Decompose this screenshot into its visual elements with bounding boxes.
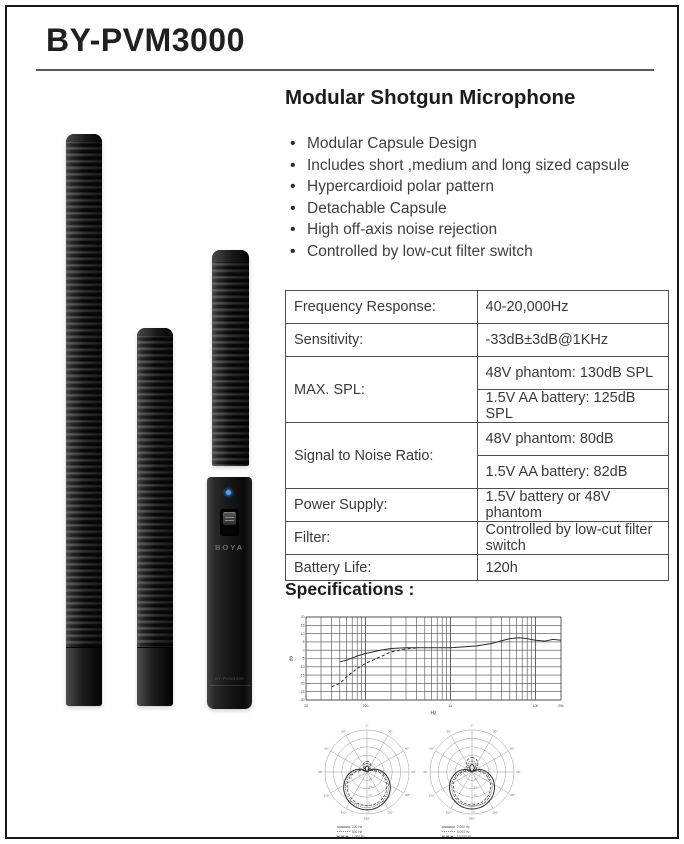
svg-text:2,000 Hz: 2,000 Hz [457, 825, 470, 830]
polar-pattern-chart-low [307, 722, 427, 841]
model-print-label: BY-PVM3000 [215, 676, 244, 681]
svg-text:200 Hz: 200 Hz [352, 825, 363, 830]
svg-text:1k: 1k [448, 704, 453, 708]
feature-item [288, 176, 670, 198]
svg-text:-10: -10 [299, 665, 305, 669]
brand-logo: BOYA [215, 543, 244, 552]
svg-text:-10: -10 [473, 794, 477, 798]
svg-text:Hz: Hz [430, 710, 437, 717]
svg-text:120°: 120° [323, 793, 330, 798]
feature-item [288, 241, 670, 263]
spec-table [285, 290, 669, 581]
svg-text:60°: 60° [405, 746, 410, 751]
svg-text:-20: -20 [299, 681, 305, 686]
svg-text:-5: -5 [301, 656, 305, 661]
spec-value: 1.5V battery or 48V phantom [477, 489, 669, 522]
svg-text:20k: 20k [558, 704, 564, 708]
svg-text:90°: 90° [411, 770, 416, 774]
table-row [286, 423, 669, 456]
svg-text:0: 0 [473, 811, 475, 814]
svg-text:150°: 150° [492, 810, 499, 815]
svg-text:-15: -15 [473, 785, 477, 789]
svg-text:150°: 150° [445, 810, 452, 815]
svg-text:10,000 Hz: 10,000 Hz [457, 834, 472, 839]
svg-text:30°: 30° [341, 729, 346, 734]
svg-text:0°: 0° [365, 723, 369, 728]
specifications-heading: Specifications : [285, 579, 415, 599]
tube-cap [137, 328, 173, 336]
svg-text:-25: -25 [299, 689, 305, 694]
product-heading: Modular Shotgun Microphone [285, 86, 576, 109]
table-row [286, 489, 669, 522]
microphone-handle-image [207, 477, 252, 709]
switch-knob [223, 512, 236, 525]
power-led-icon [226, 490, 231, 495]
svg-text:-10: -10 [368, 794, 372, 798]
svg-text:0: 0 [302, 648, 305, 653]
table-row [286, 291, 669, 324]
spec-value: 120h [477, 555, 669, 581]
feature-text: High off-axis noise rejection [307, 221, 498, 238]
spec-label: MAX. SPL: [286, 357, 478, 423]
spec-value: 1.5V AA battery: 82dB [477, 456, 669, 489]
svg-text:30°: 30° [493, 729, 498, 734]
svg-text:-20: -20 [368, 777, 372, 781]
svg-text:5,000 Hz: 5,000 Hz [457, 829, 470, 834]
svg-text:100: 100 [362, 704, 369, 708]
table-row [286, 357, 669, 390]
feature-item [288, 219, 670, 241]
svg-text:1,000 Hz: 1,000 Hz [352, 834, 365, 839]
capsule-cap [212, 250, 249, 262]
table-row [286, 555, 669, 581]
svg-text:10k: 10k [532, 704, 539, 708]
medium-microphone-tube-image [137, 328, 173, 706]
svg-text:10: 10 [300, 631, 305, 636]
spec-label: Filter: [286, 522, 478, 555]
feature-text: Includes short ,medium and long sized capsule [307, 156, 630, 174]
svg-text:500 Hz: 500 Hz [352, 829, 363, 834]
svg-text:20: 20 [300, 615, 305, 620]
spec-value: 48V phantom: 80dB [477, 423, 669, 456]
handle-ring [209, 685, 250, 686]
svg-text:90°: 90° [516, 770, 521, 774]
svg-text:30°: 30° [388, 729, 393, 734]
feature-text: Detachable Capsule [307, 199, 447, 217]
tube-cap [66, 134, 102, 142]
page-title: BY-PVM3000 [46, 22, 245, 58]
spec-label: Sensitivity: [286, 324, 478, 357]
spec-label: Signal to Noise Ratio: [286, 423, 478, 489]
frequency-response-chart [288, 612, 566, 718]
feature-item [288, 155, 670, 177]
svg-text:150°: 150° [340, 810, 347, 815]
polar-pattern-chart-high [412, 722, 532, 841]
feature-list [288, 133, 670, 262]
svg-text:60°: 60° [510, 746, 515, 751]
feature-item [288, 133, 670, 155]
svg-text:90°: 90° [318, 770, 323, 774]
svg-text:120°: 120° [428, 793, 435, 798]
spec-value: 48V phantom: 130dB SPL [477, 357, 669, 390]
tube-base [66, 647, 102, 706]
spec-value: 40-20,000Hz [477, 291, 669, 324]
svg-text:90°: 90° [423, 770, 428, 774]
svg-text:5: 5 [302, 640, 305, 645]
svg-text:180°: 180° [468, 816, 476, 821]
feature-text: Controlled by low-cut filter switch [307, 242, 533, 260]
svg-text:180°: 180° [363, 816, 371, 821]
long-microphone-tube-image [66, 134, 102, 706]
svg-text:0: 0 [368, 811, 370, 814]
spec-label: Frequency Response: [286, 291, 478, 324]
title-rule [36, 69, 654, 71]
spec-value: 1.5V AA battery: 125dB SPL [477, 390, 669, 423]
feature-text: Modular Capsule Design [307, 135, 477, 152]
spec-label: Battery Life: [286, 555, 478, 581]
svg-text:-5: -5 [368, 802, 371, 806]
svg-text:-20: -20 [473, 777, 477, 781]
svg-text:0°: 0° [470, 723, 474, 728]
feature-text: Hypercardioid polar pattern [307, 178, 494, 195]
svg-text:30°: 30° [446, 729, 451, 734]
table-row [286, 324, 669, 357]
svg-text:60°: 60° [324, 746, 329, 751]
svg-text:-30: -30 [299, 698, 305, 703]
svg-text:120°: 120° [404, 793, 411, 798]
svg-text:dB: dB [288, 655, 294, 662]
spec-label: Power Supply: [286, 489, 478, 522]
svg-text:-5: -5 [473, 802, 476, 806]
svg-text:-15: -15 [368, 785, 372, 789]
svg-text:150°: 150° [387, 810, 394, 815]
svg-text:15: 15 [300, 623, 305, 628]
table-row [286, 522, 669, 555]
tube-base [137, 647, 173, 706]
svg-text:20: 20 [304, 704, 308, 708]
low-cut-switch-icon [220, 509, 239, 536]
spec-value: -33dB±3dB@1KHz [477, 324, 669, 357]
spec-value: Controlled by low-cut filter switch [477, 522, 669, 555]
short-capsule-image [212, 250, 249, 466]
svg-text:60°: 60° [429, 746, 434, 751]
feature-item [288, 198, 670, 220]
svg-text:120°: 120° [509, 793, 516, 798]
svg-text:-15: -15 [299, 673, 305, 678]
